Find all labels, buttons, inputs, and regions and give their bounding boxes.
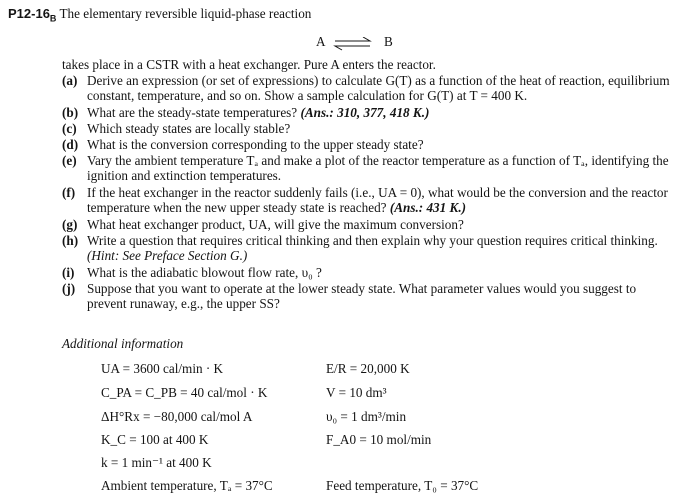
info-volume: V = 10 dm³ [326,385,387,400]
part-label: (j) [62,281,76,296]
problem-intro: takes place in a CSTR with a heat exchanger. Pure A enters the reactor. [62,57,436,72]
problem-number: $P12-16_B$ [8,6,57,24]
part-text: Derive an expression (or set of expressions) to calculate G(T) as a function of the heat of reaction, equilibrium constant, temperature, and so on. Show a sample calculation for G(T) at T = 400 K. [87,73,670,103]
info-molar-flow: F_A0 = 10 mol/min [326,432,432,447]
part-text: Which steady states are locally stable? [87,121,291,136]
part-label: (g) [62,217,78,232]
part-label: (a) [62,73,78,88]
part-text: What heat exchanger product, UA, will give the maximum conversion? [87,217,464,232]
part-label: (d) [62,137,79,152]
info-ua: UA = 3600 cal/min · K [101,361,224,376]
part-text: If the heat exchanger in the reactor suddenly fails (i.e., UA = 0), what would be the conversion and the reactor temperature when the new upper steady state is reached? [87,185,668,215]
part-j [62,281,674,311]
part-label: (i) [62,265,75,280]
part-a [62,73,674,103]
part-text: What are the steady-state temperatures? [87,105,298,120]
part-text: What is the conversion corresponding to the upper steady state? [87,137,424,152]
info-rate-constant: k = 1 min⁻¹ at 400 K [101,455,212,470]
part-text: Write a question that requires critical thinking and then explain why your question requires critical thinking. [87,233,658,248]
part-text: Suppose that you want to operate at the lower steady state. What parameter values would you suggest to prevent runaway, e.g., the upper SS? [87,281,637,311]
info-feed-temperature: Feed temperature, T₀ = 37°C [326,478,479,493]
product-label: B [384,34,393,49]
part-label: (h) [62,233,79,248]
part-answer: (Ans.: 431 K.) [389,200,467,215]
part-label: (c) [62,121,77,136]
info-activation-ratio: E/R = 20,000 K [326,361,410,376]
part-text: Vary the ambient temperature Tₐ and make a plot of the reactor temperature as a function of Tₐ, identifying the ignition and extinction temperatures. [87,153,669,183]
reaction-equation [316,34,326,50]
part-hint: (Hint: See Preface Section G.) [87,248,248,263]
problem-title: The elementary reversible liquid-phase reaction [59,6,312,21]
info-heat-of-reaction: ΔH°Rx = −80,000 cal/mol A [101,409,253,424]
info-equilibrium-constant: K_C = 100 at 400 K [101,432,209,447]
part-d [62,137,674,152]
part-b [62,105,674,120]
part-text: What is the adiabatic blowout flow rate, υ₀ ? [87,265,322,280]
part-answer: (Ans.: 310, 377, 418 K.) [300,105,430,120]
part-i [62,265,674,280]
part-c [62,121,674,136]
problem-header [8,6,311,24]
part-label: (b) [62,105,79,120]
part-label: (f) [62,185,76,200]
part-label: (e) [62,153,77,168]
part-f [62,185,674,215]
info-heat-capacity: C_PA = C_PB = 40 cal/mol · K [101,385,268,400]
info-ambient-temperature: Ambient temperature, Tₐ = 37°C [101,478,273,493]
part-e [62,153,674,183]
equilibrium-arrow-icon [333,37,373,51]
part-g [62,217,674,232]
info-flow-rate: υ₀ = 1 dm³/min [326,409,407,424]
part-h [62,233,674,263]
additional-info-heading: Additional information [62,336,184,351]
reactant-label: A [316,34,326,49]
product-label-wrap [384,34,393,50]
